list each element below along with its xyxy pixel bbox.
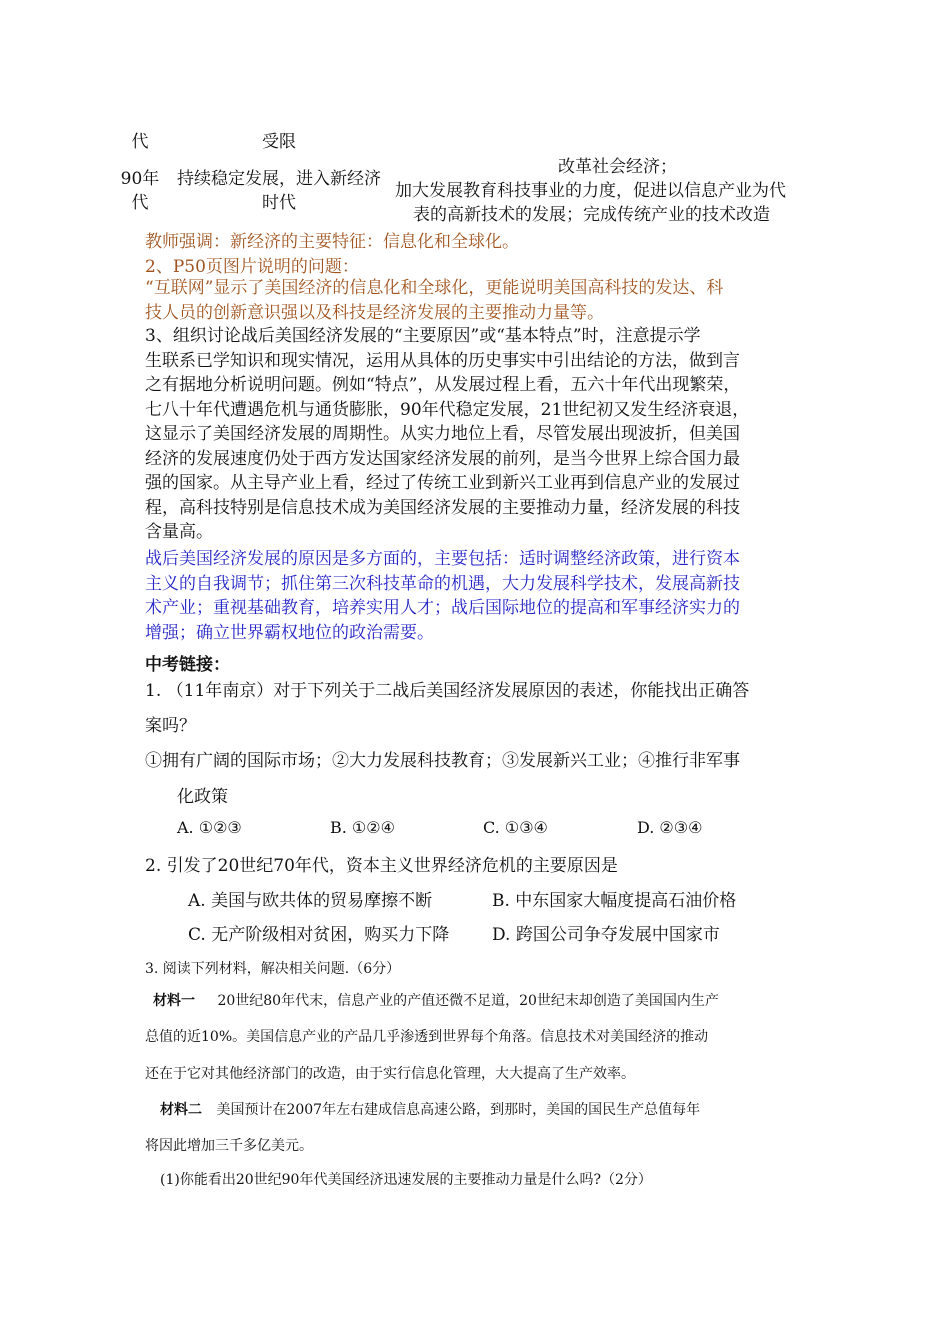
section3-line: 含量高。 xyxy=(145,522,213,542)
section2-line: “互联网”显示了美国经济的信息化和全球化，更能说明美国高科技的发达、科 xyxy=(145,278,724,298)
reasons-line: 增强；确立世界霸权地位的政治需要。 xyxy=(145,622,434,643)
reasons-body xyxy=(145,547,845,645)
table-era-cell-2a: 90年 xyxy=(120,169,160,189)
material1-line-2: 总值的近10%。美国信息产业的产品几乎渗透到世界每个角落。信息技术对美国经济的推动 xyxy=(145,1029,709,1045)
table-policy-line-3: 表的高新技术的发展；完成传统产业的技术改造 xyxy=(413,205,770,225)
material1-first-line xyxy=(153,990,719,1010)
material2-line-2: 将因此增加三千多亿美元。 xyxy=(145,1138,313,1154)
teacher-note: 教师强调：新经济的主要特征：信息化和全球化。 xyxy=(145,232,519,252)
section2-body xyxy=(145,276,845,325)
section3-line: 之有据地分析说明问题。例如“特点”，从发展过程上看，五六十年代出现繁荣， xyxy=(145,375,741,395)
section3-line: 这显示了美国经济发展的周期性。从实力地位上看，尽管发展出现波折，但美国 xyxy=(145,424,740,444)
q3-stem: 3. 阅读下列材料，解决相关问题.（6分） xyxy=(145,961,401,977)
material1-text: 20世纪80年代末，信息产业的产值还微不足道，20世纪末却创造了美国国内生产 xyxy=(217,993,719,1009)
q3-subquestion-1: (1)你能看出20世纪90年代美国经济迅速发展的主要推动力量是什么吗?（2分） xyxy=(160,1172,652,1188)
q2-stem: 2. 引发了20世纪70年代，资本主义世界经济危机的主要原因是 xyxy=(145,856,618,876)
section3-line: 3、组织讨论战后美国经济发展的“主要原因”或“基本特点”时，注意提示学 xyxy=(145,326,701,346)
material1-label: 材料一 xyxy=(153,993,195,1009)
q2-option-d: D. 跨国公司争夺发展中国家市 xyxy=(492,925,720,945)
reasons-line: 战后美国经济发展的原因是多方面的，主要包括：适时调整经济政策，进行资本 xyxy=(145,549,740,569)
table-policy-line-1: 改革社会经济； xyxy=(558,157,677,177)
table-policy-line-2: 加大发展教育科技事业的力度，促进以信息产业为代 xyxy=(395,181,786,201)
table-era-cell-1: 代 xyxy=(131,132,149,152)
section3-line: 强的国家。从主导产业上看，经过了传统工业到新兴工业再到信息产业的发展过 xyxy=(145,473,740,493)
q2-option-a: A. 美国与欧共体的贸易摩擦不断 xyxy=(188,891,433,911)
table-state-cell-2b: 时代 xyxy=(262,193,296,213)
q1-items-line-1: ①拥有广阔的国际市场；②大力发展科技教育；③发展新兴工业；④推行非军事 xyxy=(145,751,740,771)
exam-link-heading: 中考链接： xyxy=(145,655,230,675)
q1-stem-line-1: 1. （11年南京）对于下列关于二战后美国经济发展原因的表述，你能找出正确答 xyxy=(145,681,750,701)
q1-option-d: D. ②③④ xyxy=(637,818,703,837)
reasons-line: 主义的自我调节；抓住第三次科技革命的机遇，大力发展科学技术，发展高新技 xyxy=(145,573,740,594)
section3-body xyxy=(145,324,845,545)
q1-stem-line-2: 案吗？ xyxy=(145,716,196,736)
q1-option-a: A. ①②③ xyxy=(177,818,242,837)
section3-line: 七八十年代遭遇危机与通货膨胀，90年代稳定发展，21世纪初又发生经济衰退， xyxy=(145,399,750,420)
material2-first-line xyxy=(160,1099,700,1119)
reasons-line: 术产业；重视基础教育，培养实用人才；战后国际地位的提高和军事经济实力的 xyxy=(145,598,740,618)
section2-heading: 2、P50页图片说明的问题： xyxy=(145,257,359,277)
section3-line: 经济的发展速度仍处于西方发达国家经济发展的前列，是当今世界上综合国力最 xyxy=(145,448,740,469)
q1-option-c: C. ①③④ xyxy=(483,818,548,837)
section2-line: 技人员的创新意识强以及科技是经济发展的主要推动力量等。 xyxy=(145,302,604,323)
table-state-cell-2a: 持续稳定发展，进入新经济 xyxy=(177,169,381,189)
table-state-cell-1: 受限 xyxy=(262,132,296,152)
q1-option-b: B. ①②④ xyxy=(330,818,395,837)
material2-text: 美国预计在2007年左右建成信息高速公路，到那时，美国的国民生产总值每年 xyxy=(216,1102,701,1118)
material2-label: 材料二 xyxy=(160,1102,202,1118)
section3-line: 程，高科技特别是信息技术成为美国经济发展的主要推动力量，经济发展的科技 xyxy=(145,497,740,518)
section3-line: 生联系已学知识和现实情况，运用从具体的历史事实中引出结论的方法，做到言 xyxy=(145,350,740,371)
q2-option-c: C. 无产阶级相对贫困，购买力下降 xyxy=(188,925,450,945)
table-era-cell-2b: 代 xyxy=(131,193,149,213)
material1-line-3: 还在于它对其他经济部门的改造，由于实行信息化管理，大大提高了生产效率。 xyxy=(145,1066,635,1082)
q2-option-b: B. 中东国家大幅度提高石油价格 xyxy=(492,891,737,911)
q1-items-line-2: 化政策 xyxy=(177,787,228,807)
